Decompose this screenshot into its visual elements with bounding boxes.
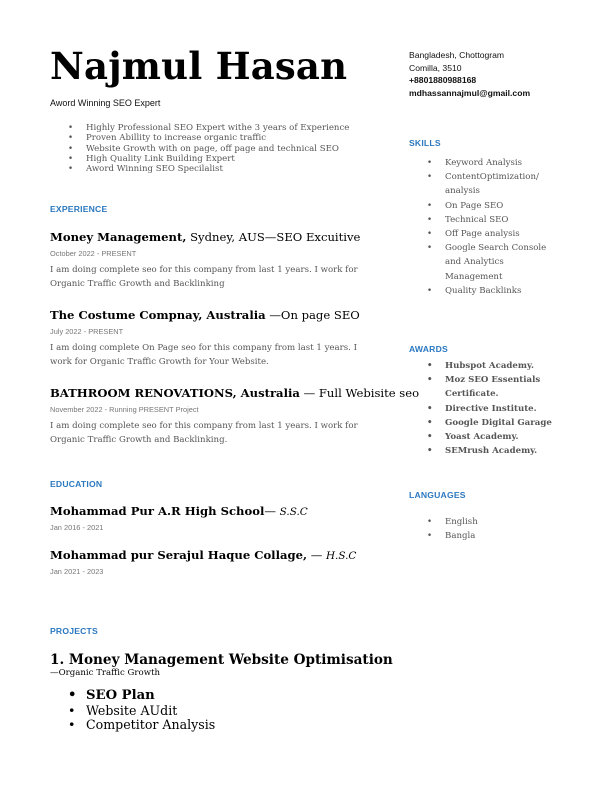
- contact-block: [409, 49, 530, 99]
- language-item: • English: [445, 515, 555, 529]
- project-task-list: [86, 689, 215, 733]
- job-role: Sydney, AUS—SEO Excuitive: [186, 230, 361, 244]
- project-subtitle: —Organic Traffic Growth: [50, 668, 161, 678]
- job-date: November 2022 - Running PRESENT Project: [50, 405, 199, 414]
- project-task: • Website AUdit: [86, 704, 215, 719]
- location-line-1: Bangladesh, Chottogram: [409, 50, 505, 60]
- award-item: • SEMrush Academy.: [445, 444, 555, 458]
- job-date: July 2022 - PRESENT: [50, 327, 124, 336]
- award-item: • Moz SEO Essentials Certificate.: [445, 373, 555, 401]
- summary-item: • Aword Winning SEO Specilalist: [86, 164, 349, 174]
- skill-item: • Off Page analysis: [445, 227, 555, 241]
- project-title: 1. Money Management Website Optimisation: [50, 652, 393, 668]
- job-company: BATHROOM RENOVATIONS, Australia: [50, 386, 300, 400]
- skill-item: • Quality Backlinks: [445, 284, 555, 298]
- tagline: Aword Winning SEO Expert: [50, 98, 161, 108]
- skill-item: • Technical SEO: [445, 213, 555, 227]
- job-description: I am doing complete seo for this company from last 1 years. I work for Organic Traffic Growth and Backlinking: [50, 265, 358, 289]
- email-address: mdhassannajmul@gmail.com: [409, 87, 531, 98]
- education-title: [50, 548, 356, 562]
- award-item: • Hubspot Academy.: [445, 359, 555, 373]
- job-company: The Costume Compnay, Australia: [50, 308, 266, 322]
- education-date: Jan 2021 - 2023: [50, 567, 104, 576]
- skill-item: • Keyword Analysis: [445, 156, 555, 170]
- skill-item: • On Page SEO: [445, 199, 555, 213]
- job-title: [50, 230, 360, 244]
- skills-list: [445, 156, 555, 298]
- education-date: Jan 2016 - 2021: [50, 523, 104, 532]
- education-heading: EDUCATION: [50, 479, 103, 489]
- school-name: Mohammad Pur A.R High School: [50, 504, 265, 518]
- phone-number: +8801880988168: [409, 75, 477, 85]
- project-task: • Competitor Analysis: [86, 718, 215, 733]
- job-role: —On page SEO: [265, 308, 360, 322]
- job-company: Money Management,: [50, 230, 187, 244]
- summary-item: • Highly Professional SEO Expert withe 3 years of Experience: [86, 123, 349, 133]
- skill-item: • Google Search Console and Analytics Management: [445, 241, 555, 284]
- degree: H.S.C: [326, 550, 357, 562]
- award-item: • Yoast Academy.: [445, 430, 555, 444]
- language-item: • Bangla: [445, 529, 555, 543]
- projects-heading: PROJECTS: [50, 626, 98, 636]
- summary-item: • High Quality Link Building Expert: [86, 154, 349, 164]
- award-item: • Directive Institute.: [445, 402, 555, 416]
- job-date: October 2022 - PRESENT: [50, 249, 137, 258]
- job-title: [50, 308, 360, 322]
- skill-item: • ContentOptimization/ analysis: [445, 170, 555, 198]
- education-separator: —: [264, 504, 280, 518]
- languages-list: [445, 515, 555, 543]
- project-task: • SEO Plan: [86, 689, 215, 704]
- education-title: [50, 504, 308, 518]
- languages-heading: LANGUAGES: [409, 490, 466, 500]
- awards-heading: AWARDS: [409, 344, 448, 354]
- location-line-2: Comilla, 3510: [409, 62, 462, 73]
- summary-list: [86, 123, 349, 174]
- experience-heading: EXPERIENCE: [50, 204, 108, 214]
- school-name: Mohammad pur Serajul Haque Collage,: [50, 548, 308, 562]
- job-description: I am doing complete seo for this company from last 1 years. I work for Organic Traffic Growth and Backlinking.: [50, 421, 358, 445]
- awards-list: [445, 359, 555, 458]
- award-item: • Google Digital Garage: [445, 416, 555, 430]
- job-role: — Full Webisite seo: [299, 386, 420, 400]
- candidate-name: Najmul Hasan: [50, 44, 348, 88]
- degree: S.S.C: [279, 506, 308, 518]
- summary-item: • Website Growth with on page, off page and technical SEO: [86, 144, 349, 154]
- job-description: I am doing complete On Page seo for this company from last 1 years. I work for Organic Traffic Growth for Your Website.: [50, 343, 358, 367]
- education-separator: —: [307, 548, 326, 562]
- skills-heading: SKILLS: [409, 138, 441, 148]
- summary-item: • Proven Abillity to increase organic traffic: [86, 133, 349, 143]
- job-title: [50, 386, 419, 400]
